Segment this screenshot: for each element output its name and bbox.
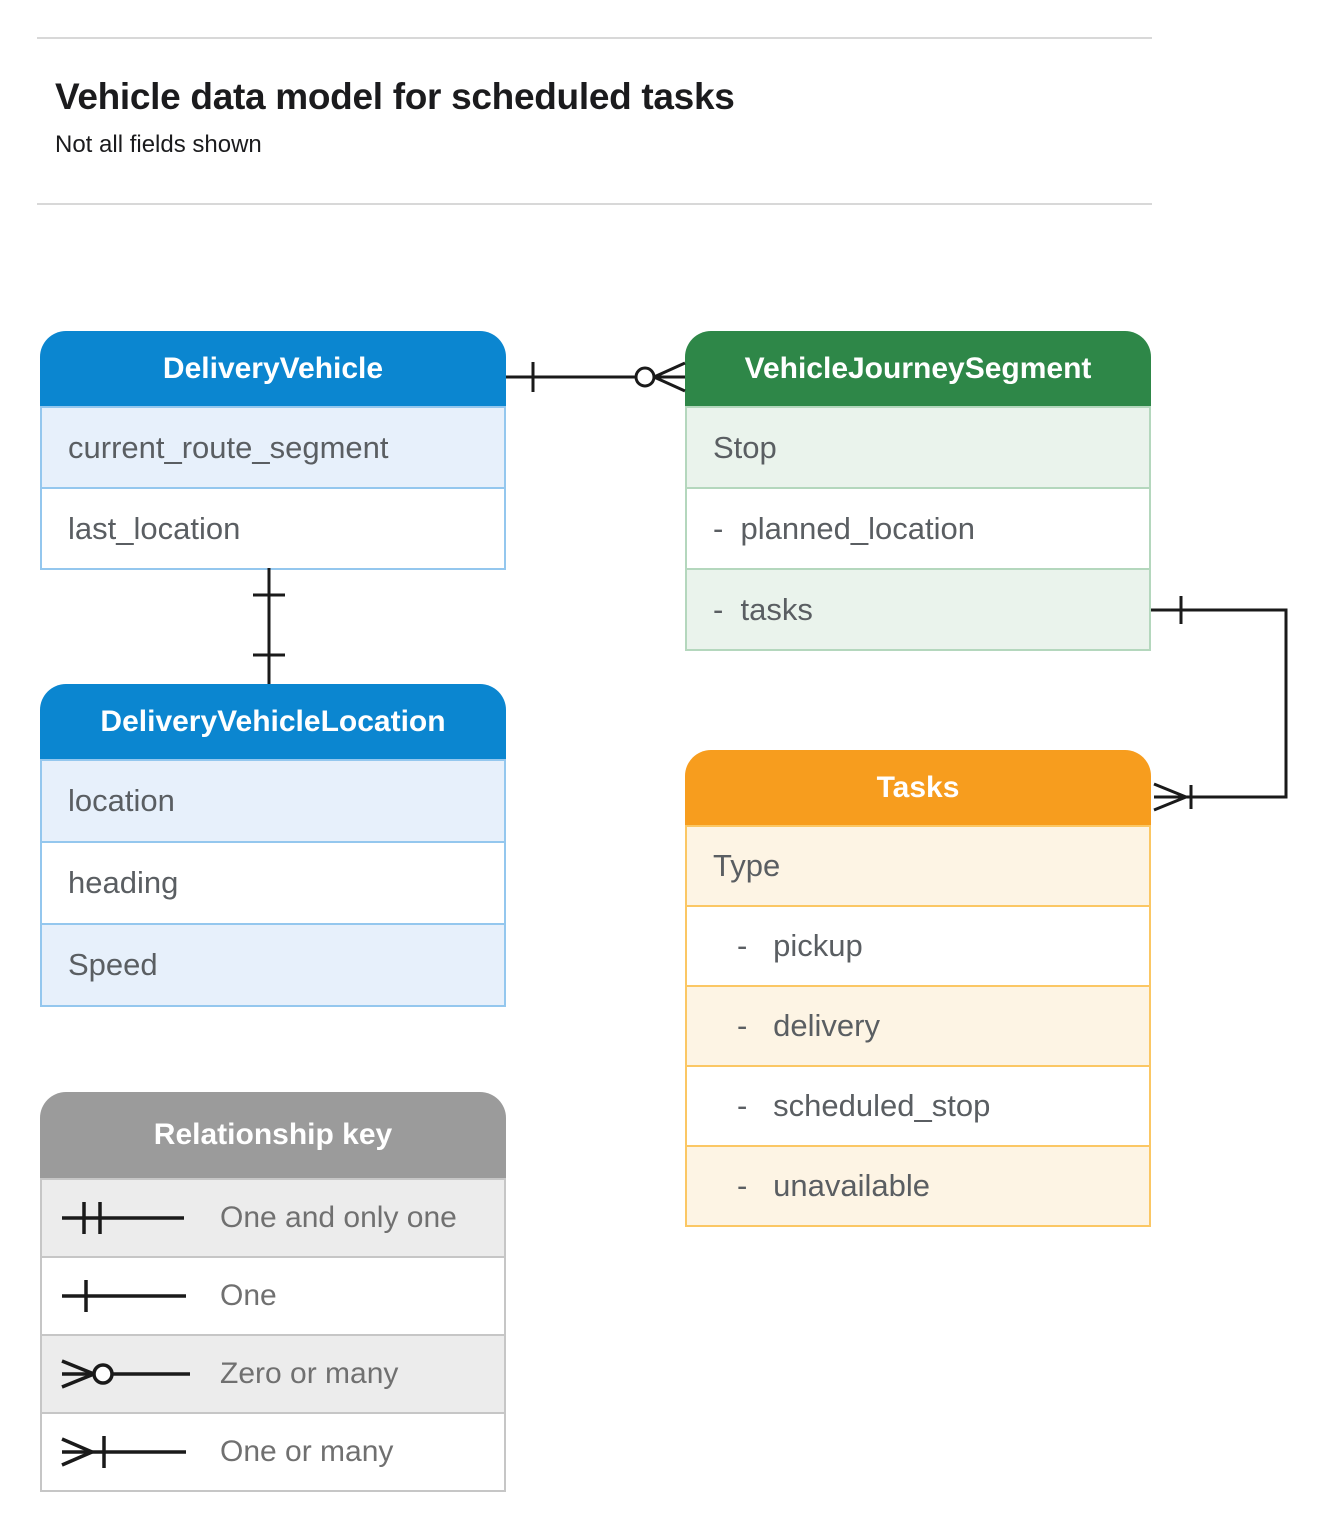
field-row: [687, 1145, 1149, 1225]
header-divider: [37, 203, 1152, 205]
zero-or-many-icon: [58, 1352, 208, 1396]
legend-row: [42, 1178, 504, 1256]
entity-deliveryvehicle: [40, 331, 506, 570]
field-label: - planned_location: [713, 510, 975, 546]
field-row: [687, 406, 1149, 487]
entity-vehiclejourneysegment: [685, 331, 1151, 651]
relationship-key-body: [40, 1178, 506, 1492]
connector-deliveryvehicle-deliveryvehiclelocation: [253, 568, 285, 684]
field-label: Speed: [68, 947, 158, 982]
field-row: [687, 825, 1149, 905]
top-divider: [37, 37, 1152, 39]
relationship-key-header: [40, 1092, 506, 1178]
legend-label: One: [220, 1279, 277, 1312]
field-row: [42, 487, 504, 568]
field-row: [687, 1065, 1149, 1145]
entity-title: Tasks: [876, 770, 960, 804]
entity-title: DeliveryVehicle: [162, 351, 384, 385]
field-row: [42, 406, 504, 487]
field-row: [42, 841, 504, 923]
entity-tasks-header: [685, 750, 1151, 825]
legend-label: One or many: [220, 1435, 394, 1468]
field-label: Type: [713, 848, 781, 883]
field-row: [42, 923, 504, 1005]
one-and-only-one-icon: [58, 1196, 208, 1240]
entity-vehiclejourneysegment-body: [685, 406, 1151, 651]
field-label: heading: [68, 865, 179, 900]
legend-row: [42, 1412, 504, 1490]
entity-deliveryvehiclelocation-header: [40, 684, 506, 759]
field-label: current_route_segment: [68, 429, 389, 465]
legend-label: One and only one: [220, 1201, 457, 1234]
entity-deliveryvehiclelocation-body: [40, 759, 506, 1007]
relationship-key: [40, 1092, 506, 1492]
field-label: last_location: [68, 510, 241, 546]
entity-deliveryvehiclelocation: [40, 684, 506, 1007]
field-row: [687, 985, 1149, 1065]
entity-title: DeliveryVehicleLocation: [100, 704, 446, 738]
field-label: - scheduled_stop: [737, 1088, 991, 1123]
page-title: Vehicle data model for scheduled tasks: [55, 76, 735, 117]
entity-tasks-body: [685, 825, 1151, 1227]
entity-tasks: [685, 750, 1151, 1227]
field-row: [687, 905, 1149, 985]
field-row: [42, 759, 504, 841]
connector-deliveryvehicle-vehiclejourneysegment: [506, 362, 685, 392]
legend-row: [42, 1334, 504, 1412]
one-icon: [58, 1274, 208, 1318]
field-label: - delivery: [737, 1008, 880, 1043]
entity-deliveryvehicle-body: [40, 406, 506, 570]
field-label: - tasks: [713, 591, 813, 627]
field-row: [687, 568, 1149, 649]
field-label: - pickup: [737, 928, 863, 963]
field-label: location: [68, 783, 175, 818]
page-subtitle: Not all fields shown: [55, 131, 262, 158]
legend-row: [42, 1256, 504, 1334]
entity-deliveryvehicle-header: [40, 331, 506, 406]
field-label: Stop: [713, 429, 777, 465]
relationship-key-title: Relationship key: [153, 1118, 393, 1151]
entity-title: VehicleJourneySegment: [744, 351, 1092, 385]
connector-vehiclejourneysegment-tasks: [1151, 596, 1286, 810]
legend-label: Zero or many: [220, 1357, 399, 1390]
field-row: [687, 487, 1149, 568]
field-label: - unavailable: [737, 1168, 931, 1203]
entity-vehiclejourneysegment-header: [685, 331, 1151, 406]
one-or-many-icon: [58, 1430, 208, 1474]
